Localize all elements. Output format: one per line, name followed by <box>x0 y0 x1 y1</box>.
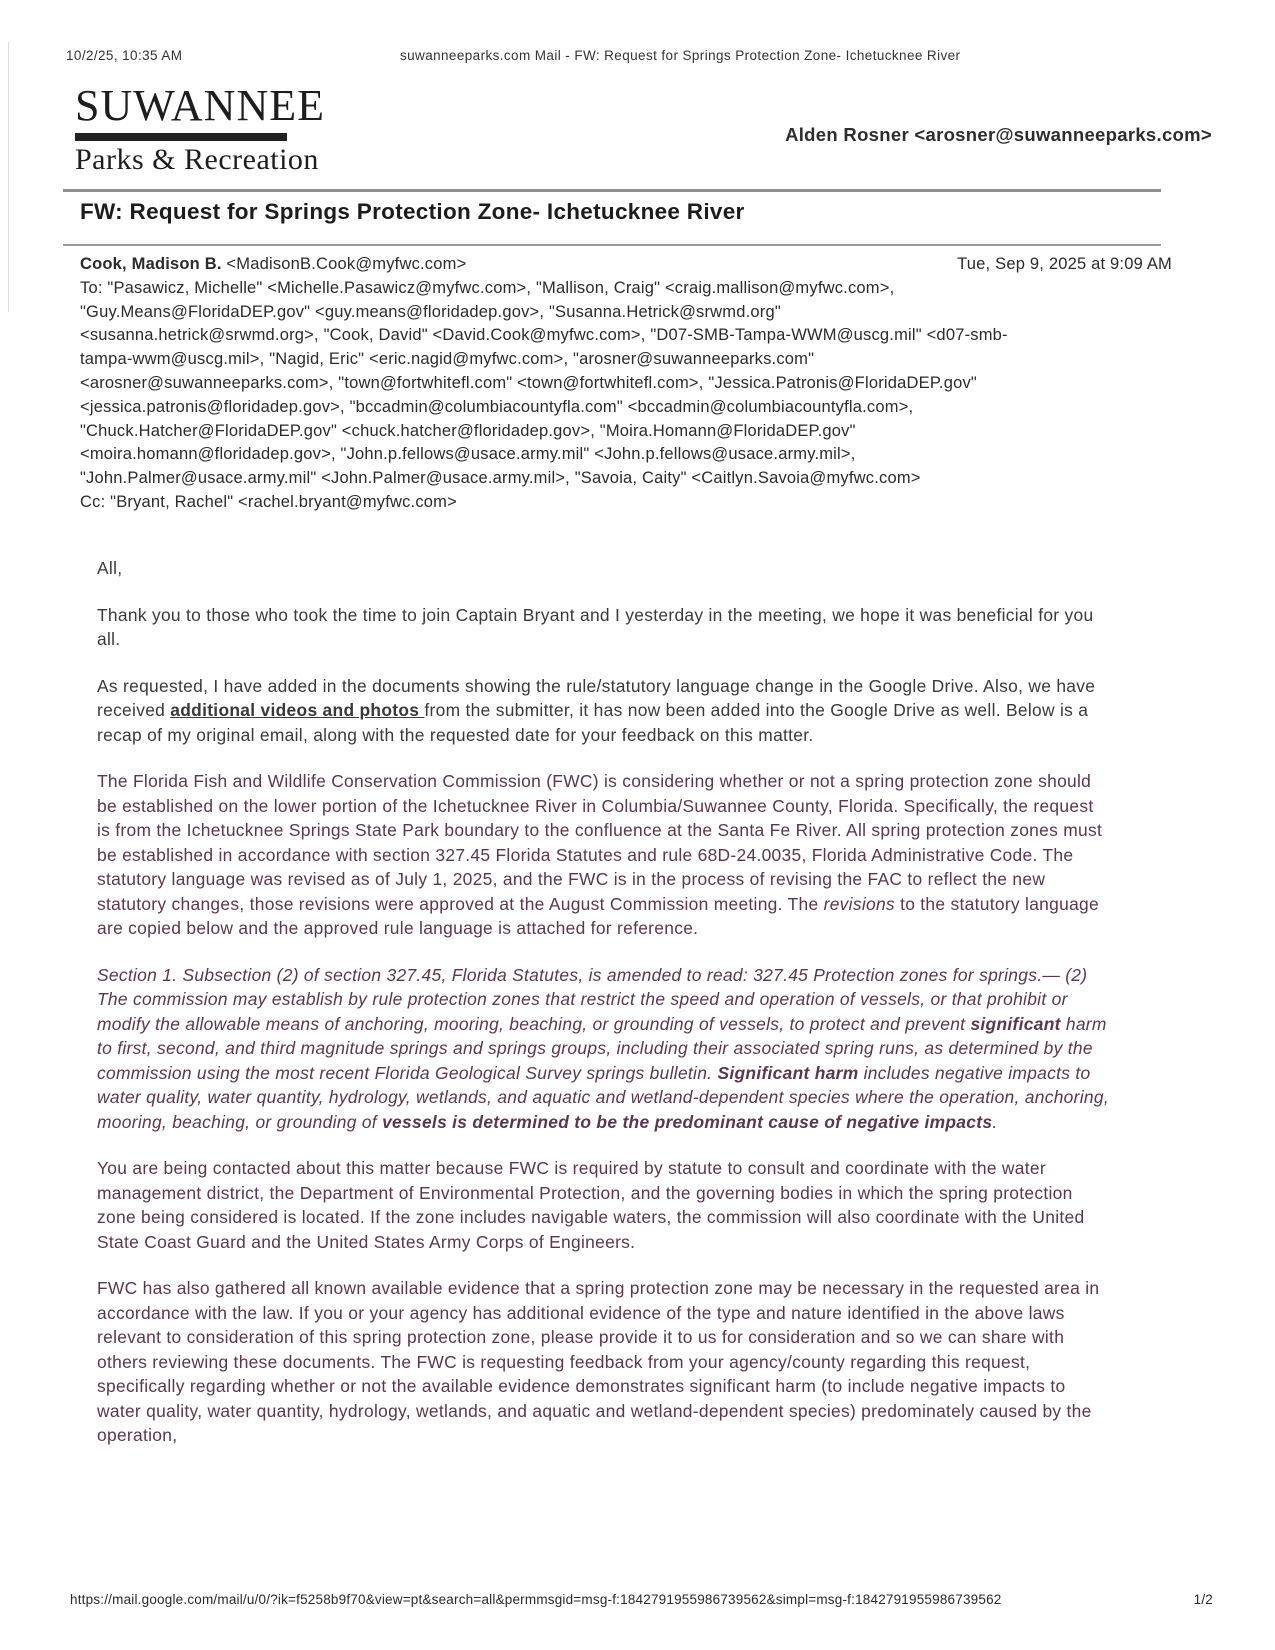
logo-rule <box>75 133 287 141</box>
email-subject: FW: Request for Springs Protection Zone- Ichetucknee River <box>80 199 745 224</box>
body-text-run: vessels is determined to be the predominant cause of negative impacts <box>382 1111 993 1132</box>
body-text-run: Significant harm <box>717 1062 859 1083</box>
footer-url: https://mail.google.com/mail/u/0/?ik=f5258b9f70&view=pt&search=all&permmsgid=msg-f:1842791955986739562&simpl=msg-f:1842791955986739562 <box>70 1592 1002 1607</box>
recipient-line: "John.Palmer@usace.army.mil" <John.Palmer@usace.army.mil>, "Savoia, Caity" <Caitlyn.Savoia@myfwc.com> <box>80 469 921 488</box>
body-paragraph <box>97 556 1109 581</box>
body-text-run: . <box>992 1111 998 1132</box>
logo-subtitle: Parks & Recreation <box>75 143 319 176</box>
body-paragraph <box>97 963 1109 1135</box>
body-text-run: revisions <box>823 893 895 914</box>
print-datetime: 10/2/25, 10:35 AM <box>66 48 183 63</box>
recipient-line: <moira.homann@floridadep.gov>, "John.p.fellows@usace.army.mil" <John.p.fellows@usace.army.mil>, <box>80 445 856 464</box>
message-date: Tue, Sep 9, 2025 at 9:09 AM <box>957 255 1172 273</box>
recipient-line: <susanna.hetrick@srwmd.org>, "Cook, David" <David.Cook@myfwc.com>, "D07-SMB-Tampa-WWM@uscg.mil" <d07-smb- <box>80 326 1008 345</box>
divider-top <box>63 189 1161 192</box>
sender-line <box>80 253 1172 277</box>
recipient-line: tampa-wwm@uscg.mil>, "Nagid, Eric" <eric.nagid@myfwc.com>, "arosner@suwanneeparks.com" <box>80 350 815 369</box>
recipient-line: <jessica.patronis@floridadep.gov>, "bccadmin@columbiacountyfla.com" <bccadmin@columbiacountyfla.com>, <box>80 397 914 416</box>
body-text-run: includes negative impacts to water quality, water quantity, hydrology, wetlands, and aquatic and wetland-dependent species where the operation, anchoring, mooring, beaching, or grounding of <box>97 1062 1109 1132</box>
message-header <box>80 253 1172 515</box>
recipient-line: <arosner@suwanneeparks.com>, "town@fortwhitefl.com" <town@fortwhitefl.com>, "Jessica.Patronis@FloridaDEP.gov" <box>80 373 977 392</box>
body-paragraph <box>97 769 1109 941</box>
sender-name: Cook, Madison B. <box>80 255 222 273</box>
body-text-run: harm to first, second, and third magnitude springs and springs groups, including their associated spring runs, as determined by the commission using the most recent Florida Geological Survey springs bulletin. <box>97 1013 1107 1083</box>
body-text-run: significant <box>970 1013 1061 1034</box>
scan-artifact-line <box>8 42 9 312</box>
body-text-run: Section 1. Subsection (2) of section 327.45, Florida Statutes, is amended to read: 327.45 Protection zones for springs.— (2) The commission may establish by rule protection zones that restrict the speed and operation of vessels, or that prohibit or modify the allowable means of anchoring, mooring, beaching, or grounding of vessels, to protect and prevent <box>97 964 1088 1034</box>
body-paragraph <box>97 1156 1109 1254</box>
email-body <box>97 556 1109 1470</box>
recipients-block <box>80 277 1172 515</box>
logo-title: SUWANNEE <box>75 81 325 130</box>
body-text-run: from the submitter, it has now been added into the Google Drive as well. Below is a recap of my original email, along with the requested date for your feedback on this matter. <box>97 700 1089 745</box>
body-paragraph <box>97 603 1109 652</box>
page-number: 1/2 <box>1193 1592 1213 1607</box>
body-text-run: As requested, I have added in the documents showing the rule/statutory language change in the Google Drive. Also, we have received <box>97 675 1096 720</box>
body-paragraph <box>97 674 1109 748</box>
body-text-run: The Florida Fish and Wildlife Conservation Commission (FWC) is considering whether or not a spring protection zone should be established on the lower portion of the Ichetucknee River in Columbia/Suwannee County, Florida. Specifically, the request is from the Ichetucknee Springs State Park boundary to the confluence at the Santa Fe River. All spring protection zones must be established in accordance with section 327.45 Florida Statutes and rule 68D-24.0035, Florida Administrative Code. The statutory language was revised as of July 1, 2025, and the FWC is in the process of revising the FAC to reflect the new statutory changes, those revisions were approved at the August Commission meeting. The <box>97 771 1103 914</box>
body-text-run: Thank you to those who took the time to join Captain Bryant and I yesterday in the meeting, we hope it was beneficial for you all. <box>97 604 1094 649</box>
sender-email: <MadisonB.Cook@myfwc.com> <box>226 255 467 273</box>
body-text-run: You are being contacted about this matter because FWC is required by statute to consult and coordinate with the water management district, the Department of Environmental Protection, and the governing bodies in which the spring protection zone being considered is located. If the zone includes navigable waters, the commission will also coordinate with the United State Coast Guard and the United States Army Corps of Engineers. <box>97 1158 1085 1252</box>
org-logo <box>75 82 325 177</box>
recipient-line: To: "Pasawicz, Michelle" <Michelle.Pasawicz@myfwc.com>, "Mallison, Craig" <craig.mallison@myfwc.com>, <box>80 278 895 297</box>
account-owner: Alden Rosner <arosner@suwanneeparks.com> <box>785 124 1212 145</box>
recipient-line: "Chuck.Hatcher@FloridaDEP.gov" <chuck.hatcher@floridadep.gov>, "Moira.Homann@FloridaDEP.gov" <box>80 421 856 440</box>
recipient-line: "Guy.Means@FloridaDEP.gov" <guy.means@floridadep.gov>, "Susanna.Hetrick@srwmd.org" <box>80 302 781 321</box>
print-document-title: suwanneeparks.com Mail - FW: Request for Springs Protection Zone- Ichetucknee River <box>400 48 961 63</box>
body-text-run: All, <box>97 558 123 578</box>
body-paragraph <box>97 1276 1109 1448</box>
body-text-run: additional videos and photos <box>170 700 425 720</box>
body-text-run: to the statutory language are copied below and the approved rule language is attached for reference. <box>97 893 1100 938</box>
recipient-line: Cc: "Bryant, Rachel" <rachel.bryant@myfwc.com> <box>80 492 457 511</box>
body-text-run: FWC has also gathered all known available evidence that a spring protection zone may be necessary in the requested area in accordance with the law. If you or your agency has additional evidence of the type and nature identified in the above laws relevant to consideration of this spring protection zone, please provide it to us for consideration and so we can share with others reviewing these documents. The FWC is requesting feedback from your agency/county regarding this request, specifically regarding whether or not the available evidence demonstrates significant harm (to include negative impacts to water quality, water quantity, hydrology, wetlands, and aquatic and wetland-dependent species) predominately caused by the operation, <box>97 1278 1100 1445</box>
divider-subject <box>63 244 1161 246</box>
